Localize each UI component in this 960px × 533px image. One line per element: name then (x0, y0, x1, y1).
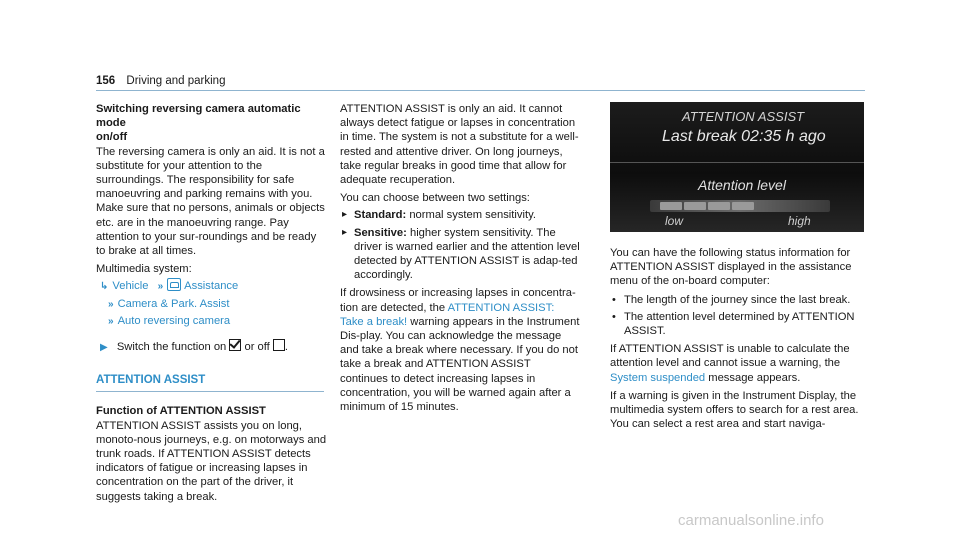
sub-heading-function: Function of ATTENTION ASSIST (96, 405, 266, 418)
display-separator (610, 162, 864, 163)
setting-standard: ▸ Standard: normal system sensitivity. (340, 208, 580, 222)
display-high-label: high (788, 214, 811, 228)
attention-level-segment (684, 202, 706, 210)
step-triangle-icon: ▶ (100, 342, 108, 354)
display-low-label: low (665, 214, 684, 228)
path-camera-park-assist[interactable]: » Camera & Park. Assist (108, 297, 230, 310)
watermark: carmanualsonline.info (678, 512, 824, 529)
attention-level-segment (660, 202, 682, 210)
suspended-paragraph: If ATTENTION ASSIST is unable to calculate the attention level and cannot issue a warning, the System suspended message appears. (610, 343, 850, 384)
drowsiness-paragraph: If drowsiness or increasing lapses in concentra-tion are detected, the ATTENTION ASSIST: Take a break! warning appears in the Instrument Dis-play. You can acknowledge the message and take a break where necessary. If you do not take a break and ATTENTION ASSIST continues to detect increasing lapses in concentration, you will be warned again after a minimum of 15 minutes. (340, 287, 580, 414)
status-info-list (610, 293, 866, 339)
display-title: ATTENTION ASSIST (682, 109, 805, 124)
attention-level-segment (732, 202, 754, 210)
page-header (96, 74, 225, 88)
heading-reversing-camera: Switching reversing camera automatic mode on/off (96, 103, 301, 144)
take-break-message: ATTENTION ASSIST: Take a break! (340, 301, 555, 328)
checkbox-checked-icon[interactable] (229, 339, 241, 351)
status-item-journey-length: • The length of the journey since the last break. (610, 293, 866, 307)
header-rule (96, 90, 865, 91)
reversing-camera-paragraph: The reversing camera is only an aid. It is not a substitute for your attention to the surroundings. The responsibility for safe manoeuvring and parking remains with you. Make sure that no persons, animals or objects etc. are in the manoeuvring range. Pay attention to your sur-roundings and be ready to brake at all times. (96, 145, 325, 258)
status-info-paragraph: You can have the following status information for ATTENTION ASSIST displayed in the assistance menu of the on-board computer: (610, 247, 852, 288)
checkbox-unchecked-icon[interactable] (273, 339, 285, 351)
status-item-attention-level: • The attention level determined by ATTENTION ASSIST. (610, 310, 866, 338)
column-middle (340, 102, 580, 418)
section-title-attention-assist: ATTENTION ASSIST (96, 374, 206, 387)
menu-label: Multimedia system: (96, 263, 192, 276)
setting-sensitive: ▸ Sensitive: higher system sensitivity. The driver is warned earlier and the attention level detected by ATTENTION ASSIST is adap-ted accordingly. (340, 226, 580, 283)
path-vehicle[interactable]: ↳ Vehicle » Assistance (100, 280, 239, 293)
car-assist-icon (167, 278, 181, 291)
instruction-step: ▶ Switch the function on or off . (100, 341, 289, 354)
column-right (610, 102, 866, 435)
settings-intro: You can choose between two settings: (340, 192, 530, 205)
system-suspended-message: System suspended (610, 371, 706, 384)
display-last-break: Last break 02:35 h ago (662, 128, 826, 145)
chevron-right-icon: » (108, 315, 114, 327)
page-number: 156 (96, 75, 116, 87)
path-auto-reversing-camera[interactable]: » Auto reversing camera (108, 314, 231, 327)
section-name: Driving and parking (126, 75, 226, 87)
attention-level-segment (708, 202, 730, 210)
display-level-label: Attention level (698, 177, 786, 193)
chevron-right-icon: » (157, 281, 164, 293)
chevron-right-icon: » (108, 298, 114, 310)
rest-area-paragraph: If a warning is given in the Instrument Display, the multimedia system offers to search for a rest area. You can select a rest area and start naviga- (610, 389, 859, 431)
attention-assist-display (610, 102, 864, 232)
column-left (96, 102, 328, 508)
function-paragraph: ATTENTION ASSIST assists you on long, monoto-nous journeys, e.g. on motorways and trunk roads. If ATTENTION ASSIST detects indicators of fatigue or increasing lapses in concentration on the part of the driver, it suggests taking a break. (96, 419, 327, 503)
section-rule (96, 391, 324, 392)
return-arrow-icon: ↳ (100, 281, 109, 293)
aid-paragraph: ATTENTION ASSIST is only an aid. It cannot always detect fatigue or lapses in concentration in time. The system is not a substitute for a well-rested and attentive driver. On long journeys, take regular breaks in good time that allow for adequate recuperation. (340, 103, 579, 187)
settings-list (340, 208, 580, 282)
